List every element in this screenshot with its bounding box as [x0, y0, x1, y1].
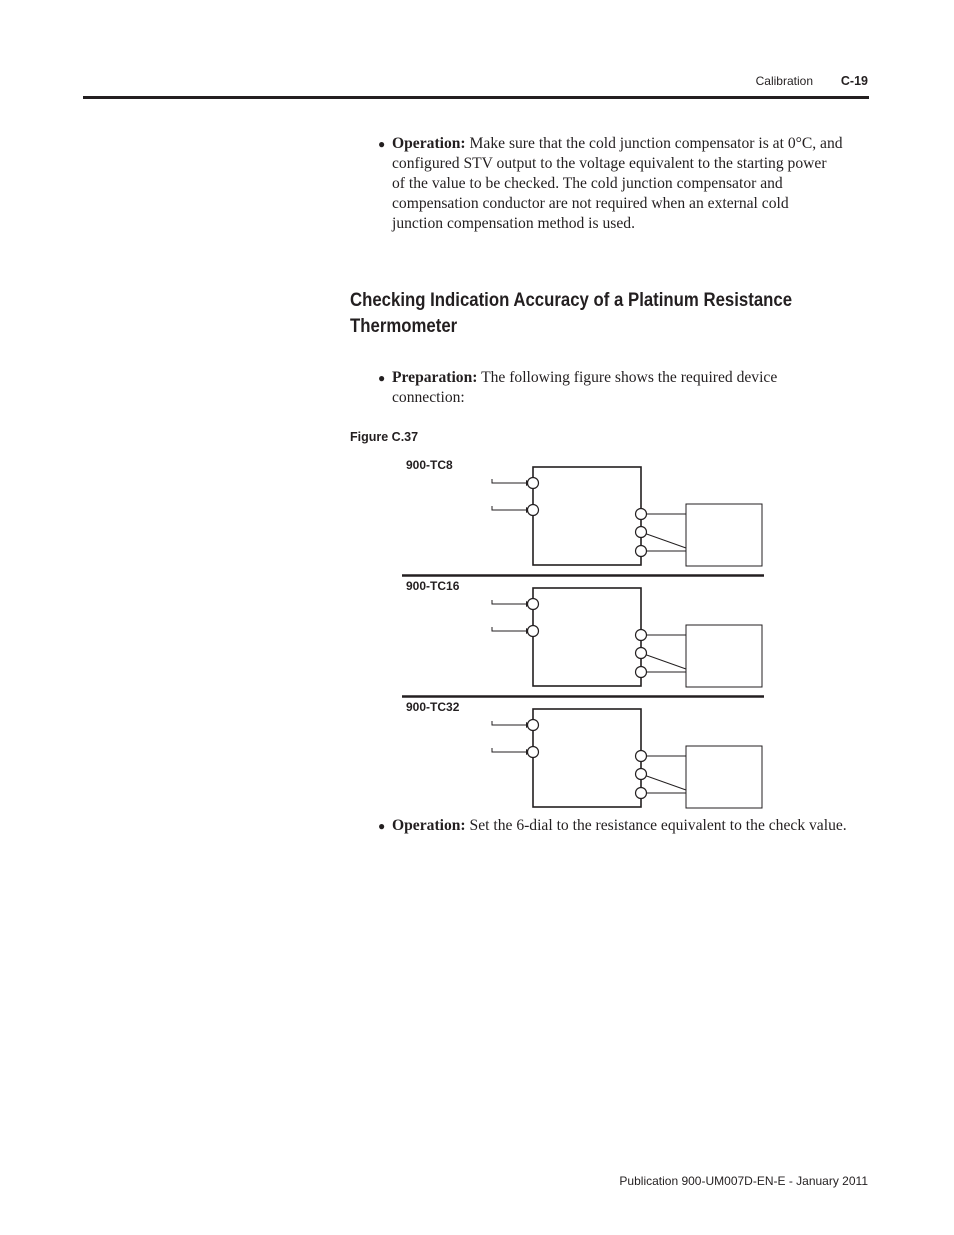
resistance-box	[686, 504, 762, 566]
rtd-terminal	[636, 751, 647, 762]
bullet-dot: ●	[378, 371, 386, 385]
input-terminal	[528, 505, 539, 516]
preparation-label: Preparation:	[392, 369, 478, 386]
section-heading-line-1: Checking Indication Accuracy of a Platinum Resistance	[350, 289, 793, 311]
model-label: 900-TC16	[406, 579, 460, 593]
rtd-terminal	[636, 509, 647, 520]
connection-diagram	[380, 440, 770, 820]
operation-tc-text-3: of the value to be checked. The cold junction compensator and	[392, 175, 783, 192]
operation-tc-text-4: compensation conductor are not required when an external cold	[392, 195, 789, 212]
resistance-box	[686, 625, 762, 687]
input-terminal	[528, 478, 539, 489]
operation-tc-bullet	[378, 134, 878, 234]
preparation-line-1	[378, 368, 878, 388]
rtd-terminal	[636, 527, 647, 538]
controller-box	[533, 709, 641, 807]
resistance-box	[686, 746, 762, 808]
operation-tc-text-5: junction compensation method is used.	[392, 215, 635, 232]
operation-tc-label: Operation:	[392, 135, 466, 152]
input-lead	[492, 506, 526, 510]
section-heading	[350, 287, 797, 339]
bullet-dot: ●	[378, 137, 386, 151]
controller-box	[533, 588, 641, 686]
input-lead	[492, 479, 526, 483]
input-lead	[492, 721, 526, 725]
input-terminal	[528, 599, 539, 610]
rtd-terminal	[636, 630, 647, 641]
input-lead	[492, 627, 526, 631]
diagram-panel	[402, 579, 764, 697]
operation-rtd-line	[378, 816, 878, 836]
rtd-wire-b	[641, 774, 686, 790]
header-section-title: Calibration	[755, 74, 813, 88]
operation-rtd-text: Set the 6-dial to the resistance equivalent to the check value.	[465, 817, 847, 834]
operation-tc-text-1: Make sure that the cold junction compensator is at 0°C, and	[465, 135, 843, 152]
input-terminal	[528, 720, 539, 731]
rtd-wire-b	[641, 532, 686, 548]
operation-rtd-label: Operation:	[392, 817, 466, 834]
figure-label: Figure C.37	[350, 430, 419, 444]
input-terminal	[528, 626, 539, 637]
header-page-number: C-19	[840, 74, 868, 88]
rtd-terminal	[636, 546, 647, 557]
operation-tc-line-1	[378, 134, 878, 154]
preparation-text-2: connection:	[392, 389, 465, 406]
rtd-wire-b	[641, 653, 686, 669]
header-rule	[83, 96, 869, 99]
section-heading-line-2: Thermometer	[350, 315, 458, 337]
controller-box	[533, 467, 641, 565]
operation-tc-text-2: configured STV output to the voltage equivalent to the starting power	[392, 155, 827, 172]
preparation-text-1: The following figure shows the required device	[477, 369, 778, 386]
rtd-terminal	[636, 769, 647, 780]
input-lead	[492, 748, 526, 752]
model-label: 900-TC32	[406, 700, 460, 714]
rtd-terminal	[636, 648, 647, 659]
input-terminal	[528, 747, 539, 758]
footer-publication: Publication 900-UM007D-EN-E - January 2011	[619, 1174, 868, 1188]
diagram-panel	[402, 458, 764, 576]
model-label: 900-TC8	[406, 458, 453, 472]
input-lead	[492, 600, 526, 604]
preparation-bullet	[378, 368, 878, 408]
diagram-panel	[406, 700, 762, 808]
rtd-terminal	[636, 788, 647, 799]
bullet-dot: ●	[378, 819, 386, 833]
operation-rtd-bullet	[378, 816, 878, 836]
rtd-terminal	[636, 667, 647, 678]
